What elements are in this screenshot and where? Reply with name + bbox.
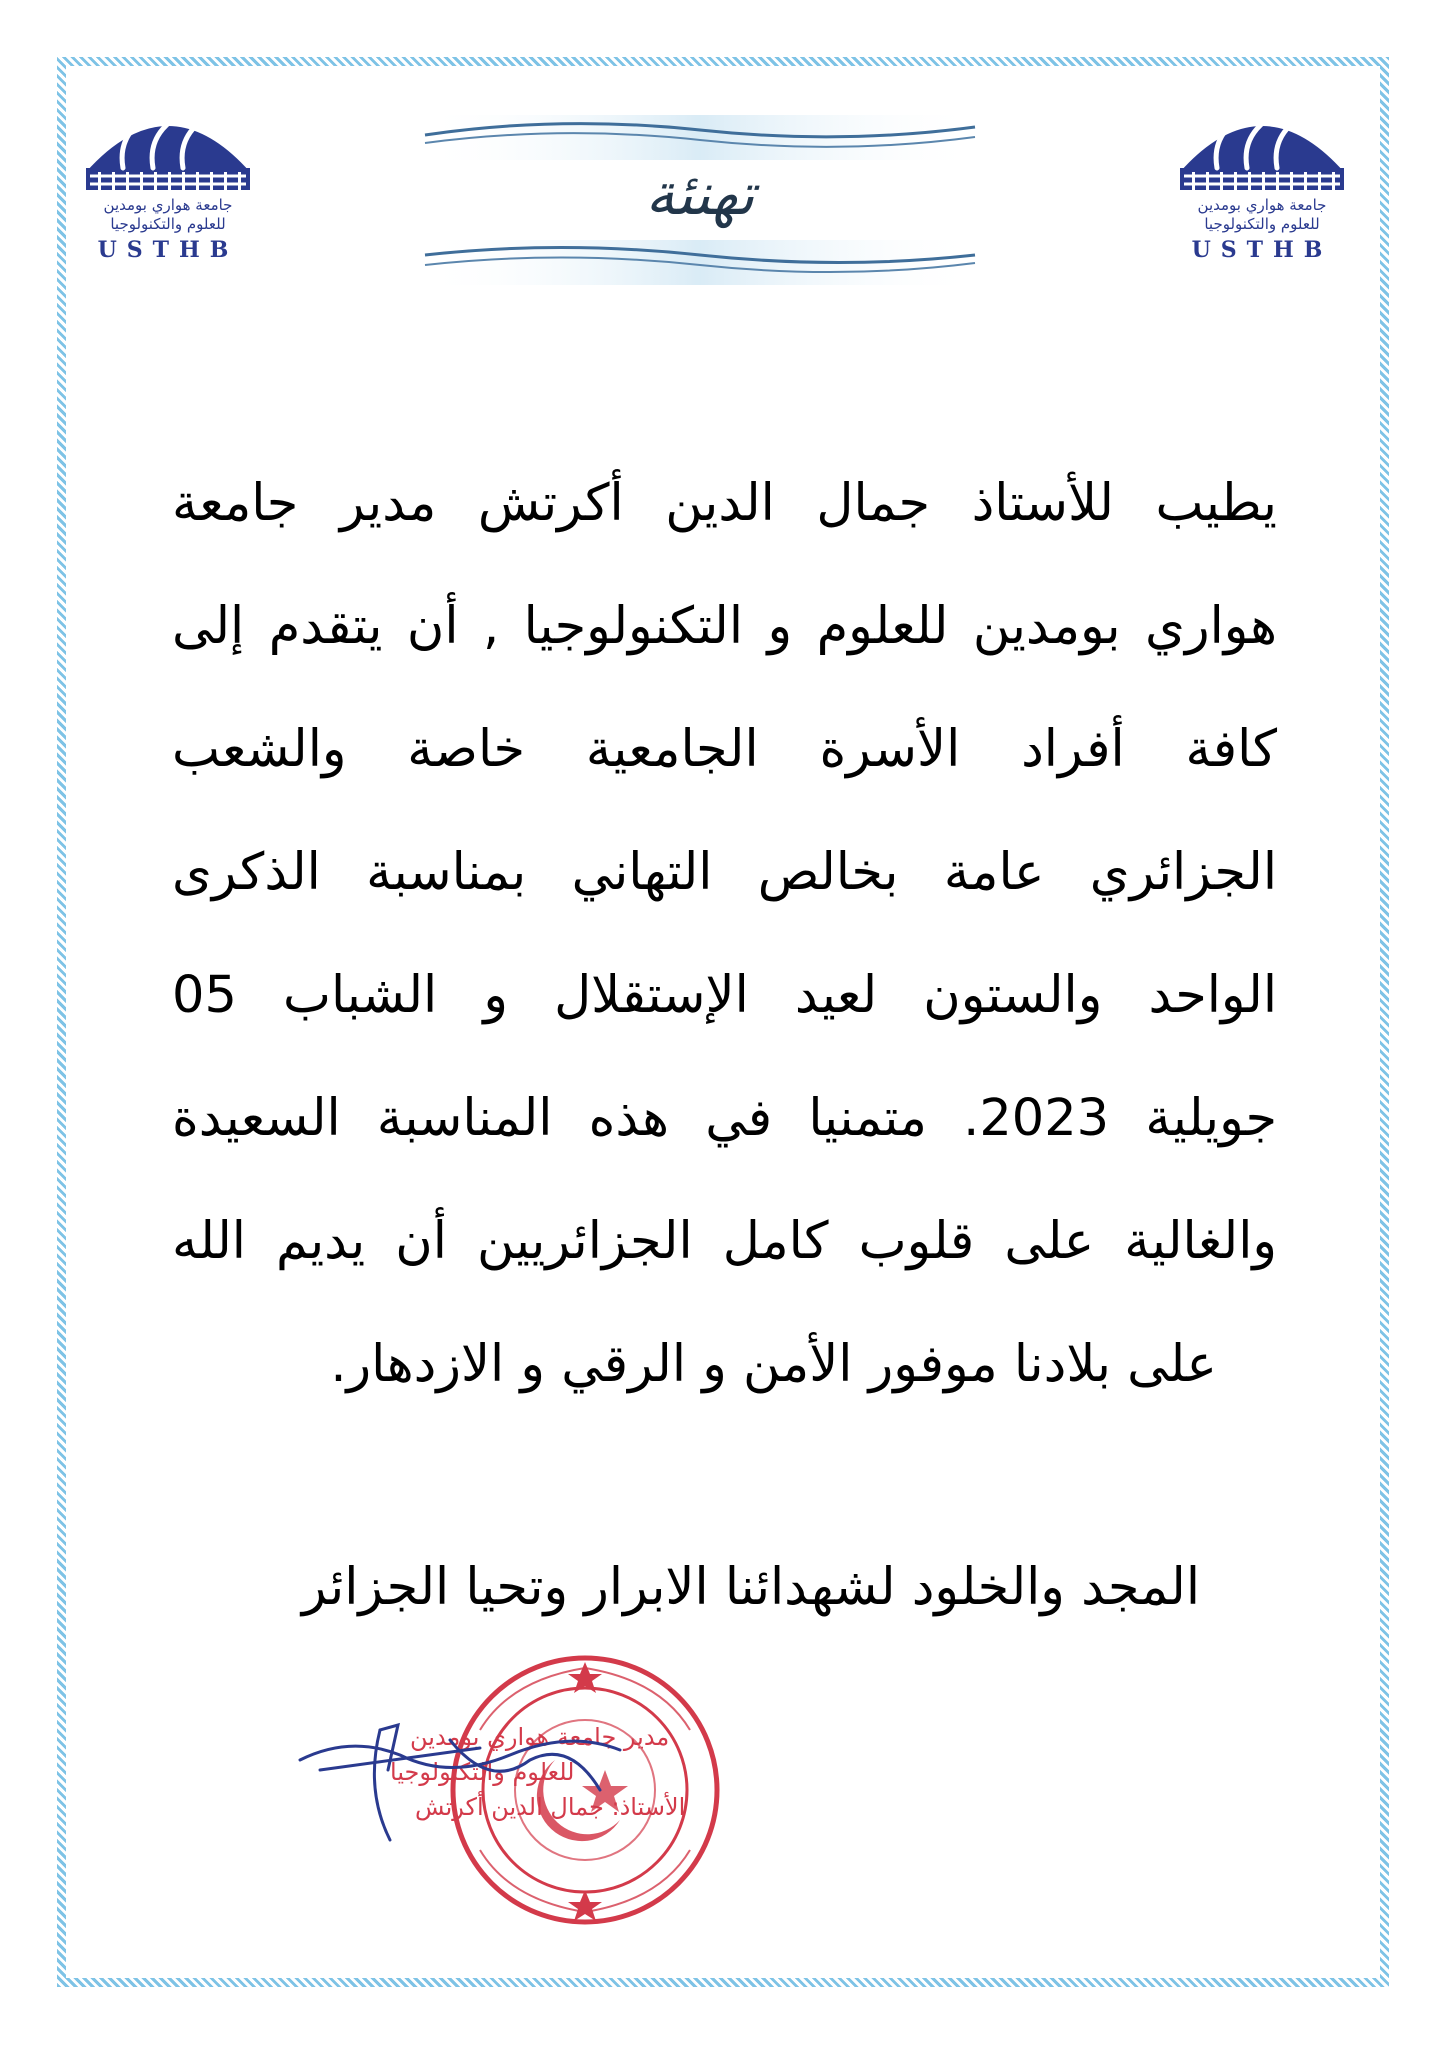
usthb-logo-right <box>1172 100 1352 263</box>
usthb-logo-left <box>78 100 258 263</box>
logo-arabic-line2: للعلوم والتكنولوجيا <box>1204 215 1320 233</box>
logo-abbr: USTHB <box>97 237 239 263</box>
banner-title: تهنئة <box>645 160 755 228</box>
body-line: والغالية على قلوب كامل الجزائريين أن يديم الله <box>172 1212 1277 1271</box>
signature-line1: مدير جامعة هواري بومدين <box>410 1723 670 1751</box>
letter-body <box>172 442 1277 1426</box>
body-line: هواري بومدين للعلوم و التكنولوجيا , أن يتقدم إلى <box>172 597 1277 656</box>
logo-abbr: USTHB <box>1191 237 1333 263</box>
official-stamp-signature <box>150 1640 730 1940</box>
body-line: على بلادنا موفور الأمن و الرقي و الازدهار. <box>330 1335 1217 1394</box>
body-line: الواحد والستون لعيد الإستقلال و الشباب 05 <box>172 966 1277 1025</box>
body-line: الجزائري عامة بخالص التهاني بمناسبة الذكرى <box>172 843 1277 902</box>
signature-line2: للعلوم والتكنولوجيا <box>390 1758 575 1786</box>
title-banner <box>420 105 980 290</box>
usthb-emblem-icon <box>1172 100 1352 195</box>
body-line: يطيب للأستاذ جمال الدين أكرتش مدير جامعة <box>172 474 1277 533</box>
red-seal-stamp-icon <box>150 1640 730 1940</box>
closing-line: المجد والخلود لشهدائنا الابرار وتحيا الجزائر <box>301 1558 1200 1617</box>
body-line: جويلية 2023. متمنيا في هذه المناسبة السعيدة <box>172 1089 1277 1148</box>
logo-arabic-line1: جامعة هواري بومدين <box>1197 196 1327 214</box>
logo-arabic-line1: جامعة هواري بومدين <box>103 196 233 214</box>
signature-line3: الأستاذ: جمال الدين أكرتش <box>415 1793 686 1821</box>
body-line: كافة أفراد الأسرة الجامعية خاصة والشعب <box>172 720 1277 779</box>
usthb-emblem-icon <box>78 100 258 195</box>
logo-arabic-line2: للعلوم والتكنولوجيا <box>110 215 226 233</box>
